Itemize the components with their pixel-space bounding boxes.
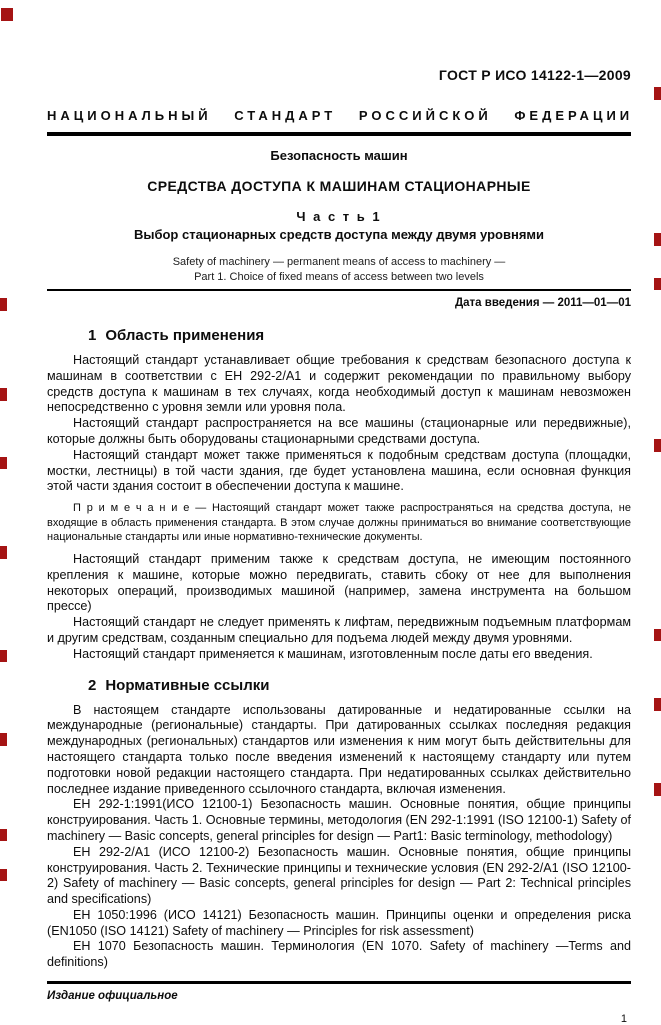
red-scan-mark bbox=[654, 233, 661, 246]
red-scan-mark bbox=[0, 298, 7, 311]
edition-note: Издание официальное bbox=[47, 990, 178, 1003]
reference-entry: ЕН 292-2/А1 (ИСО 12100-2) Безопасность машин. Основные понятия, общие принципы конструирования. Часть 2. Технические принципы и технические условия (EN 292-2/A1 (ISO 12100-2) Safety of machinery — Basic concepts, general principles for design — Part 2: Technical principles and specifications) bbox=[47, 844, 631, 907]
red-scan-mark bbox=[0, 869, 7, 881]
red-scan-mark bbox=[0, 546, 7, 559]
doc-number: ГОСТ Р ИСО 14122-1—2009 bbox=[438, 67, 631, 83]
section-1-heading bbox=[47, 327, 631, 344]
note-paragraph: П р и м е ч а н и е — Настоящий стандарт может также распространяться на средства доступа, не входящие в область применения стандарта. В этом случае должны приниматься во внимание соответствующие национальные стандарты или иные нормативно-технические документы. bbox=[47, 502, 631, 544]
header-rule bbox=[47, 132, 631, 136]
title-english-line2: Part 1. Choice of fixed means of access between two levels bbox=[194, 271, 484, 283]
section-2-heading bbox=[47, 677, 631, 694]
red-scan-mark bbox=[654, 698, 661, 711]
title-rule bbox=[47, 289, 631, 291]
federation-title: НАЦИОНАЛЬНЫЙ СТАНДАРТ РОССИЙСКОЙ ФЕДЕРАЦИИ bbox=[47, 108, 634, 123]
title-english bbox=[47, 255, 631, 285]
red-scan-mark bbox=[0, 388, 7, 401]
red-scan-mark bbox=[0, 733, 7, 746]
red-scan-mark bbox=[654, 87, 661, 100]
red-scan-mark bbox=[654, 439, 661, 452]
paragraph: Настоящий стандарт применяется к машинам, изготовленным после даты его введения. bbox=[73, 646, 593, 661]
reference-entry: ЕН 1050:1996 (ИСО 14121) Безопасность машин. Принципы оценки и определения риска (EN1050 (ISO 14121) Safety of machinery — Principles for risk assessment) bbox=[47, 907, 631, 938]
section-1-number: 1 bbox=[88, 327, 97, 344]
title-english-line1: Safety of machinery — permanent means of access to machinery — bbox=[172, 256, 506, 268]
red-scan-mark bbox=[654, 629, 661, 641]
red-scan-mark bbox=[0, 829, 7, 841]
paragraph: В настоящем стандарте использованы датированные и недатированные ссылки на международные (региональные) стандарты. При датированных ссылках последняя редакция международных (региональных) стандартов или изменения к ним могут быть действительны для настоящего стандарта только после введения изменений к настоящему стандарту или путем подготовки новой редакции настоящего стандарта. При недатированных ссылках действительно последнее издание приведенного ссылочного стандарта, включая изменения. bbox=[47, 702, 631, 796]
section-2-number: 2 bbox=[88, 676, 97, 694]
paragraph: Настоящий стандарт может также применяться к подобным средствам доступа (площадки, мостки, лестницы) в той части здания, где будет установлена машина, если основная функция этой части здания состоит в обеспечении доступа к машине. bbox=[47, 447, 631, 494]
red-scan-mark bbox=[654, 783, 661, 796]
reference-entry: ЕН 292-1:1991(ИСО 12100-1) Безопасность машин. Основные понятия, общие принципы конструирования. Часть 1. Основные термины, методология (EN 292-1:1991 (ISO 12100-1) Safety of machinery — Basic concepts, general principles for design — Part1: Basic terminology, methodology) bbox=[47, 797, 631, 843]
page-number: 1 bbox=[620, 1013, 627, 1025]
section-2-title: Нормативные ссылки bbox=[105, 676, 270, 694]
reference-entry: ЕН 1070 Безопасность машин. Терминология (EN 1070. Safety of machinery —Terms and definitions) bbox=[47, 939, 631, 970]
red-scan-mark bbox=[1, 8, 13, 21]
red-scan-mark bbox=[654, 278, 661, 290]
effective-date: Дата введения — 2011—01—01 bbox=[454, 297, 631, 309]
title-main: СРЕДСТВА ДОСТУПА К МАШИНАМ СТАЦИОНАРНЫЕ bbox=[147, 178, 531, 194]
title-subject: Безопасность машин bbox=[270, 148, 408, 163]
paragraph: Настоящий стандарт распространяется на все машины (стационарные или передвижные), которые должны быть оборудованы стационарными средствами доступа. bbox=[47, 416, 631, 446]
title-part-name: Выбор стационарных средств доступа между двумя уровнями bbox=[133, 227, 545, 242]
paragraph: Настоящий стандарт не следует применять к лифтам, передвижным подъемным платформам и другим средствам, созданным специально для подъема людей между двумя уровнями. bbox=[47, 615, 631, 645]
paragraph: Настоящий стандарт применим также к средствам доступа, не имеющим постоянного крепления к машине, которые можно передвигать, ставить сбоку от нее для выполнения некоторых операций, производимых машиной (например, замена инструмента на большом прессе) bbox=[47, 551, 631, 614]
footer-rule bbox=[47, 981, 631, 984]
section-1-title: Область применения bbox=[105, 327, 265, 344]
title-part-label: Ч а с т ь 1 bbox=[296, 209, 382, 224]
red-scan-mark bbox=[0, 650, 7, 662]
red-scan-mark bbox=[0, 457, 7, 469]
paragraph: Настоящий стандарт устанавливает общие требования к средствам безопасного доступа к машинам в соответствии с ЕН 292-2/А1 и содержит рекомендации по правильному выбору средств доступа к машинам в тех случаях, когда необходимый доступ к машинам невозможен непосредственно с уровня земли или уровня пола. bbox=[47, 353, 631, 415]
